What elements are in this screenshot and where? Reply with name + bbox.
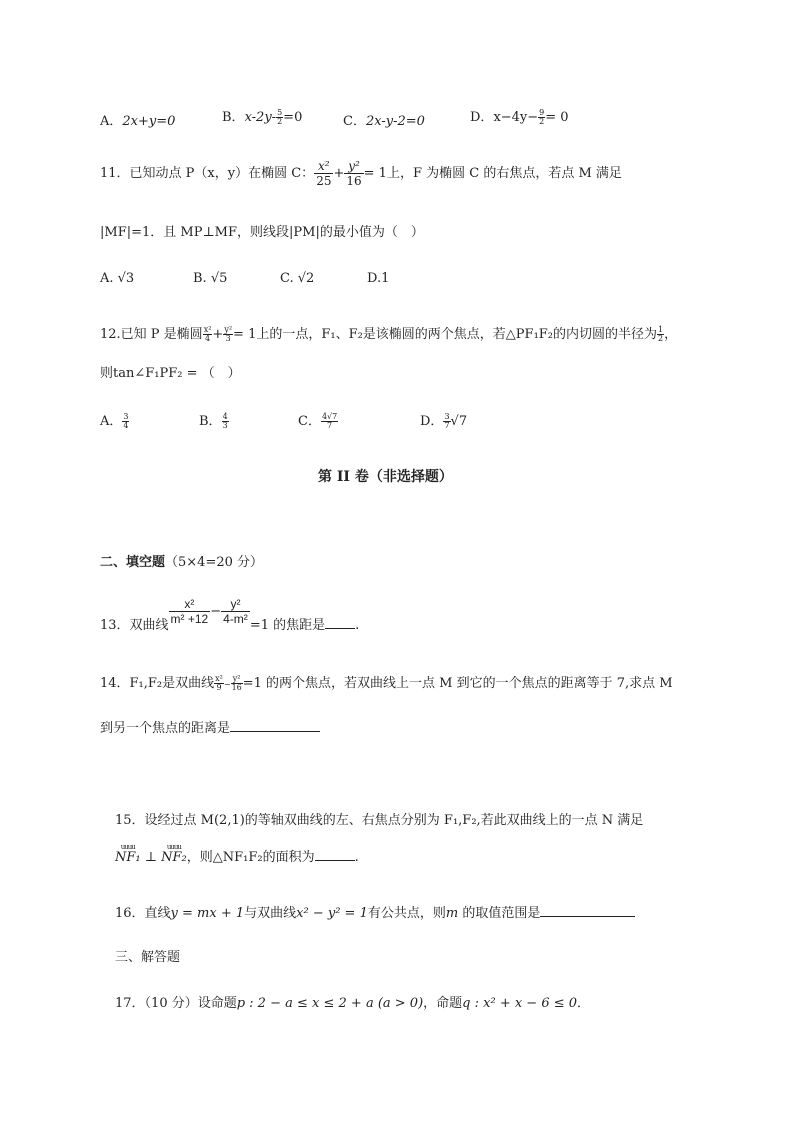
q12-line2: 则tan∠F₁PF₂ = （ ） <box>100 366 241 381</box>
part2-title: 第 II 卷（非选择题） <box>318 469 453 485</box>
vector-nf2: uuuu NF₂ <box>161 843 187 865</box>
q10-option-d: D．x−4y− $\frac{9}{2}$ = 0 <box>470 108 569 126</box>
q11-option-b: B. √5 <box>193 271 228 286</box>
q14-line2: 到另一个焦点的距离是 <box>100 717 320 736</box>
q12-option-c: C． $\frac{4√7}{7}$ <box>298 412 338 430</box>
section3-heading: 三、解答题 <box>115 950 181 965</box>
vector-nf1: uuuu NF₁ <box>115 843 141 865</box>
q10-option-c: C．2x-y-2=0 <box>343 114 425 129</box>
q11-line2: |MF|=1．且 MP⊥MF，则线段|PM|的最小值为（ ） <box>100 225 424 240</box>
q13-answer-blank[interactable] <box>325 616 355 629</box>
q13-line: 13．双曲线 $\frac{\text{x²}}{\text{m² +12}}$ − $\frac{\text{y²}}{\text{4-m²}}$ =1 的焦距是 . <box>100 597 360 633</box>
q17-line: 17．（10 分）设命题p : 2 − a ≤ x ≤ 2 + a (a > 0)，命题q : x² + x − 6 ≤ 0． <box>115 996 591 1011</box>
q12-option-d: D． $\frac{3}{7}$ √7 <box>420 412 468 430</box>
q15-answer-blank[interactable] <box>315 848 355 861</box>
q11-line1: 11．已知动点 P（x，y）在椭圆 C： $\frac{\text{x²}}{25}$ + $\frac{\text{y²}}{16}$ = 1上，F 为椭圆 C 的右焦点，若点 M 满足 <box>100 159 622 188</box>
q15-line2: uuuu NF₁ ⊥ uuuu NF₂，则△NF₁F₂的面积为 . <box>115 843 359 865</box>
q12-option-a: A． $\frac{3}{4}$ <box>100 412 129 430</box>
q10-option-b: B．x-2y- $\frac{5}{2}$ =0 <box>222 108 303 126</box>
section2-heading: 二、填空题（5×4=20 分） <box>100 555 264 570</box>
q14-line1: 14．F₁,F₂是双曲线 $\frac{\text{x²}}{9}$ − $\frac{\text{y²}}{16}$ =1 的两个焦点，若双曲线上一点 M 到它的一个焦点的距离等于 7,求点 M <box>100 674 673 692</box>
q15-line1: 15．设经过点 M(2,1)的等轴双曲线的左、右焦点分别为 F₁,F₂,若此双曲线上的一点 N 满足 <box>115 813 644 828</box>
q11-option-d: D.1 <box>367 271 390 286</box>
q14-answer-blank[interactable] <box>230 719 320 732</box>
q12-line1: 12.已知 P 是椭圆 $\frac{\text{x²}}{4}$ + $\frac{\text{y²}}{3}$ = 1上的一点，F₁、F₂是该椭圆的两个焦点，若△PF₁F₂的内切圆的半径为 $\frac{1}{2}$ ， <box>100 325 678 343</box>
q11-option-a: A. √3 <box>100 271 135 286</box>
q10-option-a: A．2x+y=0 <box>100 114 176 129</box>
q11-option-c: C. √2 <box>280 271 315 286</box>
q16-answer-blank[interactable] <box>540 904 635 917</box>
q16-line: 16．直线y = mx + 1与双曲线x² − y² = 1有公共点，则m 的取值范围是 <box>115 902 635 921</box>
q12-option-b: B． $\frac{4}{3}$ <box>199 412 228 430</box>
